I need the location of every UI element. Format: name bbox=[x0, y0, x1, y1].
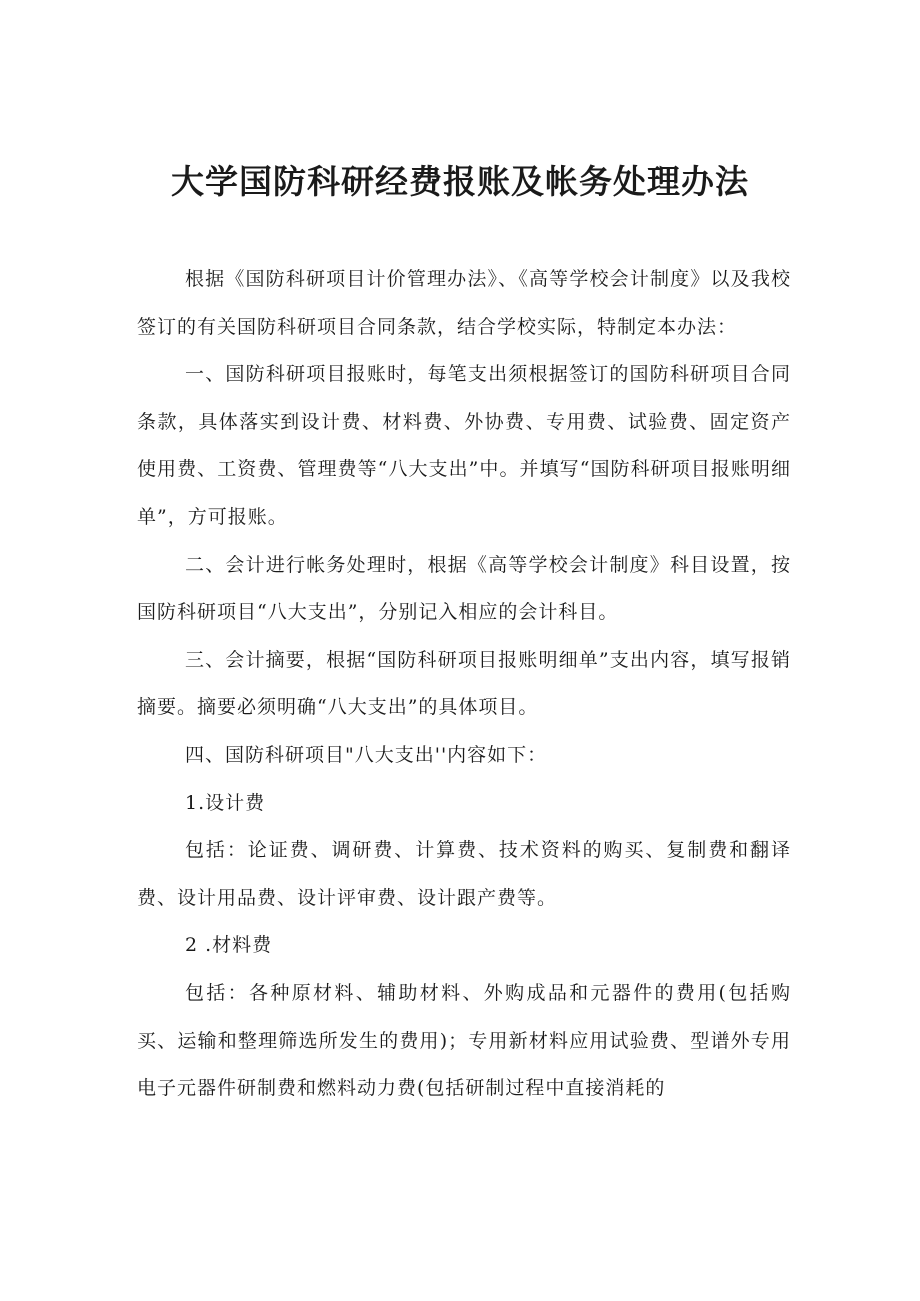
paragraph-article-1: 一、国防科研项目报账时，每笔支出须根据签订的国防科研项目合同条款，具体落实到设计费、材料费、外协费、专用费、试验费、固定资产使用费、工资费、管理费等“八大支出”中。并填写“国防科研项目报账明细单”，方可报账。 bbox=[137, 363, 791, 528]
document-title: 大学国防科研经费报账及帐务处理办法 bbox=[171, 162, 749, 201]
paragraph-article-2: 二、会计进行帐务处理时，根据《高等学校会计制度》科目设置，按国防科研项目“八大支出”，分别记入相应的会计科目。 bbox=[137, 553, 791, 624]
paragraph-material-fee: 包括：各种原材料、辅助材料、外购成品和元器件的费用(包括购买、运输和整理筛选所发生的费用)；专用新材料应用试验费、型谱外专用电子元器件研制费和燃料动力费(包括研制过程中直接消耗的 bbox=[137, 981, 791, 1100]
section-heading-material-fee: 2 .材料费 bbox=[185, 934, 273, 957]
document-body bbox=[137, 256, 791, 1113]
paragraph-article-4: 四、国防科研项目"八大支出''内容如下： bbox=[185, 743, 548, 766]
section-heading-design-fee: 1.设计费 bbox=[185, 791, 266, 814]
paragraph-design-fee: 包括：论证费、调研费、计算费、技术资料的购买、复制费和翻译费、设计用品费、设计评审费、设计跟产费等。 bbox=[137, 839, 791, 909]
paragraph-article-3: 三、会计摘要，根据“国防科研项目报账明细单”支出内容，填写报销摘要。摘要必须明确“八大支出”的具体项目。 bbox=[137, 648, 791, 719]
paragraph-intro: 根据《国防科研项目计价管理办法》、《高等学校会计制度》以及我校签订的有关国防科研项目合同条款，结合学校实际，特制定本办法： bbox=[137, 268, 791, 338]
